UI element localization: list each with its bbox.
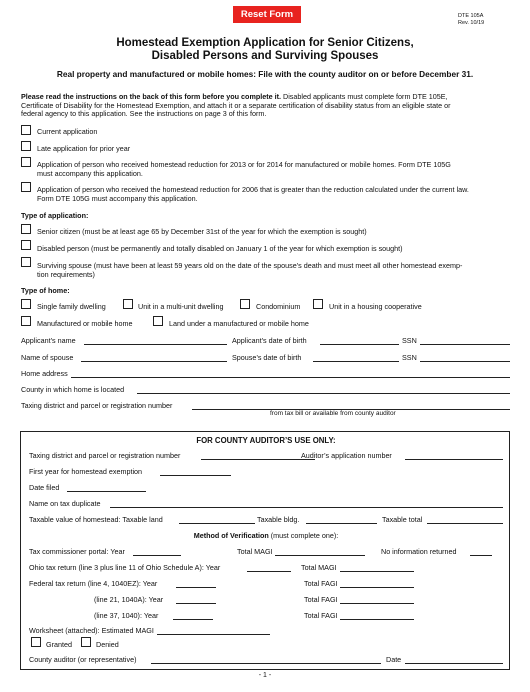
spouse-dob-field[interactable] — [313, 361, 399, 362]
auditor-heading: FOR COUNTY AUDITOR’S USE ONLY: — [196, 436, 336, 445]
form-id — [458, 13, 500, 27]
commissioner-year-field[interactable] — [133, 555, 181, 556]
single-family-checkbox[interactable] — [21, 299, 31, 309]
type-of-application-heading: Type of application: — [21, 211, 89, 220]
land-under-mobile-checkbox[interactable] — [153, 316, 163, 326]
senior-citizen-checkbox[interactable] — [21, 224, 31, 234]
applicant-name-field[interactable] — [84, 344, 227, 345]
applicant-ssn-field[interactable] — [420, 344, 510, 345]
title-line-2: Disabled Persons and Surviving Spouses — [151, 50, 379, 62]
county-auditor-field[interactable] — [151, 663, 381, 664]
disabled-person-label: Disabled person (must be permanently and totally disabled on January 1 of the year for which exemption is sought) — [37, 244, 403, 253]
auditor-date-field[interactable] — [405, 663, 503, 664]
applicant-ssn-label: SSN — [402, 336, 417, 345]
auditor-app-number-field[interactable] — [405, 459, 503, 460]
applicant-dob-field[interactable] — [320, 344, 399, 345]
page-number: - 1 - — [258, 672, 272, 679]
federal-ez-label: Federal tax return (line 4, 1040EZ): Year — [29, 579, 158, 588]
form-title — [0, 37, 530, 63]
reduction-2013-label — [37, 161, 512, 178]
form-number: DTE 105A — [458, 13, 484, 19]
surviving-spouse-line-1: Surviving spouse (must have been at least 59 years old on the date of the spouse’s death and must meet all other homestead exemp- — [37, 261, 463, 270]
ohio-year-field[interactable] — [247, 571, 291, 572]
name-duplicate-label: Name on tax duplicate — [29, 499, 101, 508]
reduction-2013-checkbox[interactable] — [21, 157, 31, 167]
condominium-checkbox[interactable] — [240, 299, 250, 309]
reduction-2006-line-2: Form DTE 105G must accompany this application. — [37, 193, 198, 203]
spouse-name-field[interactable] — [81, 361, 227, 362]
auditor-taxing-district-label: Taxing district and parcel or registration number — [29, 451, 181, 460]
taxable-land-label: Taxable value of homestead: Taxable land — [29, 515, 163, 524]
reduction-2013-line-2: must accompany this application. — [37, 168, 143, 178]
date-filed-label: Date filed — [29, 483, 60, 492]
surviving-spouse-label — [37, 262, 517, 279]
name-duplicate-field[interactable] — [110, 507, 503, 508]
reduction-2006-label — [37, 186, 515, 203]
home-address-label: Home address — [21, 369, 68, 378]
spouse-dob-label: Spouse’s date of birth — [232, 353, 302, 362]
denied-label: Denied — [96, 640, 119, 649]
ohio-return-label: Ohio tax return (line 3 plus line 11 of Ohio Schedule A): Year — [29, 563, 221, 572]
taxable-land-field[interactable] — [179, 523, 255, 524]
applicant-dob-label: Applicant’s date of birth — [232, 336, 307, 345]
federal-ez-fagi-label: Total FAGI — [304, 579, 338, 588]
line37-fagi-label: Total FAGI — [304, 611, 338, 620]
commissioner-year-label: Tax commissioner portal: Year — [29, 547, 125, 556]
current-application-checkbox[interactable] — [21, 125, 31, 135]
ohio-magi-label: Total MAGI — [301, 563, 337, 572]
intro-line-3: federal agency to this application. See the instructions on page 3 of this form. — [21, 109, 267, 119]
no-info-label: No information returned — [381, 547, 457, 556]
taxing-district-label: Taxing district and parcel or registration number — [21, 401, 173, 410]
auditor-app-number-label: Auditor’s application number — [301, 451, 392, 460]
line37-fagi-field[interactable] — [340, 619, 414, 620]
first-year-field[interactable] — [160, 475, 231, 476]
line21-year-field[interactable] — [176, 603, 216, 604]
senior-citizen-label: Senior citizen (must be at least age 65 by December 31st of the year for which the exemption is sought) — [37, 227, 367, 236]
no-info-field[interactable] — [470, 555, 492, 556]
auditor-taxing-district-field[interactable] — [201, 459, 315, 460]
housing-cooperative-label: Unit in a housing cooperative — [329, 302, 422, 311]
late-application-label: Late application for prior year — [37, 144, 131, 153]
federal-ez-fagi-field[interactable] — [340, 587, 414, 588]
type-of-home-heading: Type of home: — [21, 286, 70, 295]
multi-unit-label: Unit in a multi-unit dwelling — [138, 302, 224, 311]
reduction-2006-line-1: Application of person who received the homestead reduction for 2006 that is greater than the reduction calculated under the current law. — [37, 185, 469, 194]
line21-label: (line 21, 1040A): Year — [94, 595, 164, 604]
ohio-magi-field[interactable] — [340, 571, 414, 572]
title-line-1: Homestead Exemption Application for Senior Citizens, — [116, 37, 414, 49]
taxable-bldg-label: Taxable bldg. — [257, 515, 300, 524]
worksheet-magi-field[interactable] — [157, 634, 270, 635]
intro-paragraph — [21, 93, 513, 119]
mobile-home-checkbox[interactable] — [21, 316, 31, 326]
line21-fagi-label: Total FAGI — [304, 595, 338, 604]
method-of-verification — [21, 532, 511, 541]
worksheet-label: Worksheet (attached): Estimated MAGI — [29, 626, 154, 635]
mobile-home-label: Manufactured or mobile home — [37, 319, 133, 328]
single-family-label: Single family dwelling — [37, 302, 106, 311]
surviving-spouse-checkbox[interactable] — [21, 257, 31, 267]
surviving-spouse-line-2: tion requirements) — [37, 269, 95, 279]
granted-checkbox[interactable] — [31, 637, 41, 647]
county-field[interactable] — [137, 393, 510, 394]
method-note: (must complete one): — [268, 531, 339, 540]
first-year-label: First year for homestead exemption — [29, 467, 143, 476]
denied-checkbox[interactable] — [81, 637, 91, 647]
date-filed-field[interactable] — [67, 491, 146, 492]
commissioner-magi-field[interactable] — [275, 555, 365, 556]
current-application-label: Current application — [37, 127, 98, 136]
line37-year-field[interactable] — [173, 619, 213, 620]
auditor-date-label: Date — [386, 655, 402, 664]
form-revision: Rev. 10/19 — [458, 20, 485, 26]
intro-rest: Disabled applicants must complete form DTE 105E, — [281, 92, 448, 101]
county-label: County in which home is located — [21, 385, 125, 394]
filing-instructions: Real property and manufactured or mobile homes: File with the county auditor on or before December 31. — [56, 69, 474, 79]
land-under-mobile-label: Land under a manufactured or mobile home — [169, 319, 309, 328]
reset-form-button[interactable]: Reset Form — [233, 6, 301, 23]
federal-ez-year-field[interactable] — [176, 587, 216, 588]
reduction-2006-checkbox[interactable] — [21, 182, 31, 192]
taxable-total-field[interactable] — [427, 523, 503, 524]
condominium-label: Condominium — [256, 302, 301, 311]
spouse-ssn-field[interactable] — [420, 361, 510, 362]
county-auditor-section — [20, 431, 510, 670]
spouse-name-label: Name of spouse — [21, 353, 74, 362]
granted-label: Granted — [46, 640, 72, 649]
line37-label: (line 37, 1040): Year — [94, 611, 159, 620]
commissioner-magi-label: Total MAGI — [237, 547, 273, 556]
disabled-person-checkbox[interactable] — [21, 240, 31, 250]
spouse-ssn-label: SSN — [402, 353, 417, 362]
intro-bold: Please read the instructions on the back of this form before you complete it. — [21, 92, 281, 101]
reduction-2013-line-1: Application of person who received homestead reduction for 2013 or for 2014 for manufactured or mobile homes. Form DTE 105G — [37, 160, 451, 169]
taxable-bldg-field[interactable] — [306, 523, 377, 524]
intro-line-2: Certificate of Disability for the Homestead Exemption, and attach it or a separate certification of disability status from an eligible state or — [21, 100, 451, 110]
county-auditor-label: County auditor (or representative) — [29, 655, 137, 664]
late-application-checkbox[interactable] — [21, 141, 31, 151]
tax-bill-note: from tax bill or available from county auditor — [270, 410, 396, 417]
housing-cooperative-checkbox[interactable] — [313, 299, 323, 309]
line21-fagi-field[interactable] — [340, 603, 414, 604]
multi-unit-checkbox[interactable] — [123, 299, 133, 309]
applicant-name-label: Applicant’s name — [21, 336, 76, 345]
taxable-total-label: Taxable total — [382, 515, 423, 524]
method-heading: Method of Verification — [193, 531, 269, 540]
home-address-field[interactable] — [71, 377, 510, 378]
